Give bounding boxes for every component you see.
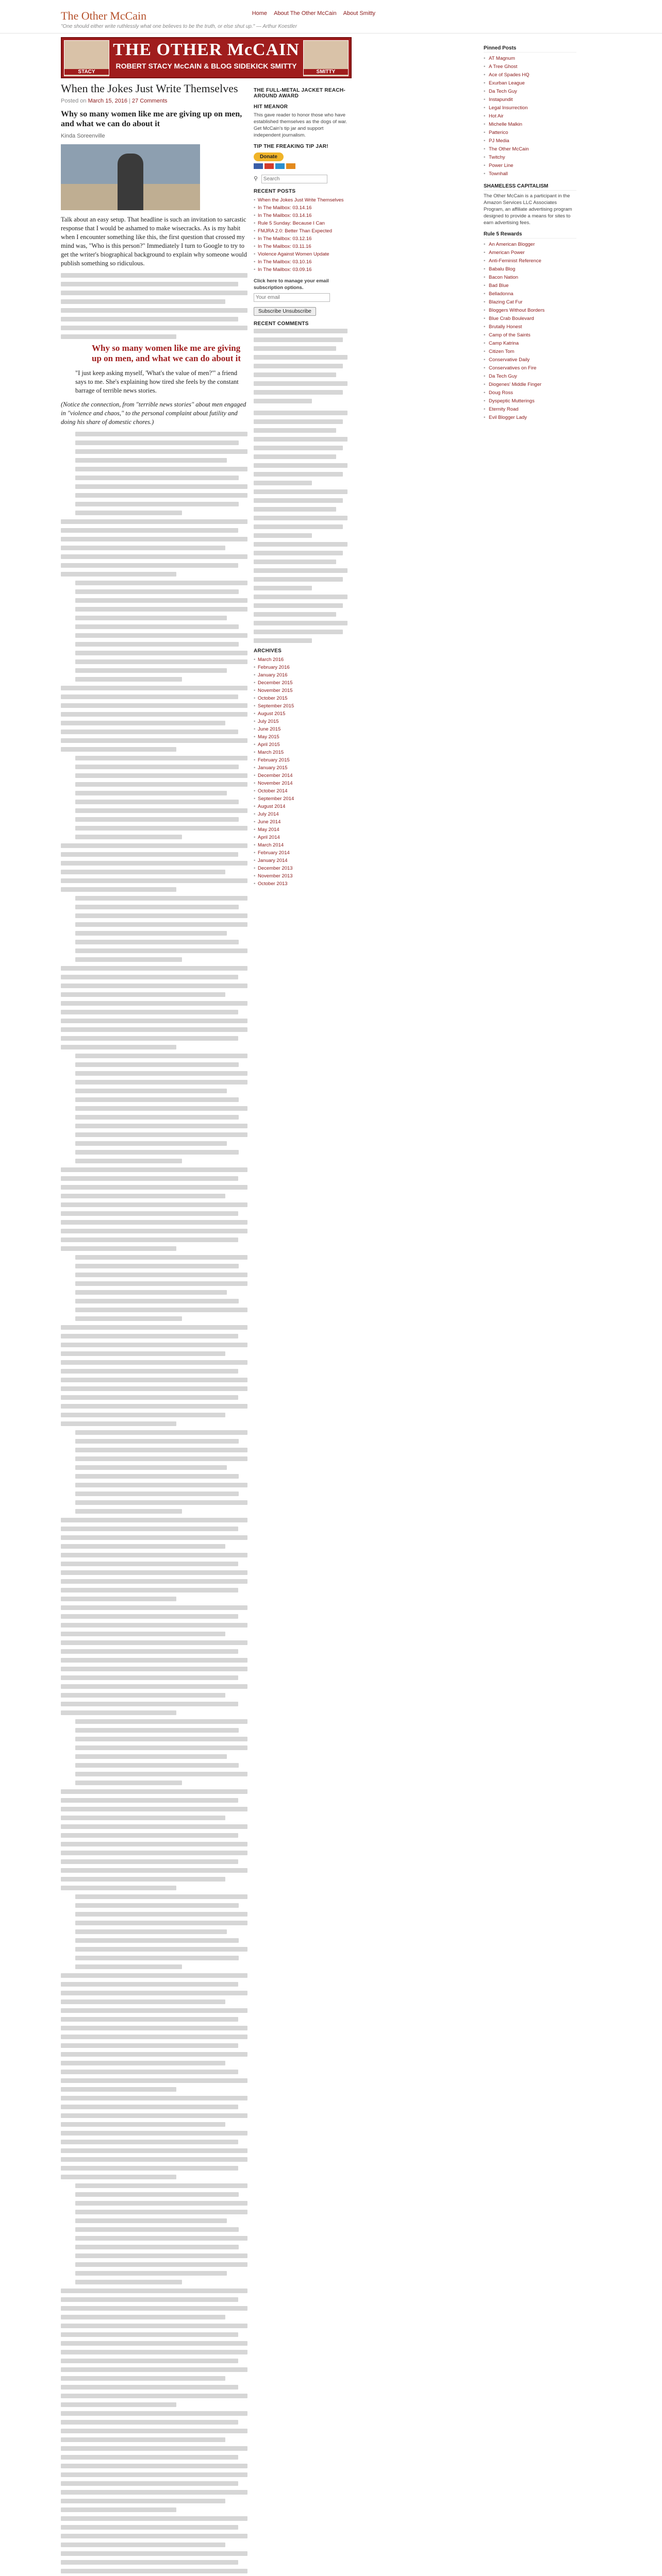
banner-title: THE OTHER McCAIN <box>113 40 300 59</box>
recent-post-link[interactable]: • In The Mailbox: 03.09.16 <box>254 266 347 274</box>
blogroll-link[interactable]: • Anti-Feminist Reference <box>484 257 576 265</box>
friend-link[interactable]: • Townhall <box>484 170 576 178</box>
tip-heading: TIP THE FREAKING TIP JAR! <box>254 144 328 149</box>
friend-link[interactable]: • Da Tech Guy <box>484 88 576 96</box>
right-sidebar <box>484 40 576 422</box>
post-date[interactable]: March 15, 2016 <box>88 98 128 104</box>
archive-link[interactable]: • July 2014 <box>254 810 347 818</box>
blogroll-link[interactable]: • Conservatives on Fire <box>484 364 576 372</box>
blogroll-link[interactable]: • Citizen Tom <box>484 348 576 356</box>
archive-link[interactable]: • December 2015 <box>254 679 347 687</box>
archive-link[interactable]: • February 2015 <box>254 756 347 764</box>
friend-link[interactable]: • Instapundit <box>484 96 576 104</box>
main-article <box>61 82 247 2576</box>
blogroll-link[interactable]: • Doug Ross <box>484 389 576 397</box>
blogroll-link[interactable]: • Blazing Cat Fur <box>484 298 576 307</box>
blogroll-link[interactable]: • Dyspeptic Mutterings <box>484 397 576 405</box>
blogroll-link[interactable]: • Brutally Honest <box>484 323 576 331</box>
middle-sidebar <box>254 82 347 888</box>
payment-card-icons <box>254 163 347 171</box>
article-body-block-e <box>61 1605 247 1969</box>
top-nav <box>247 10 375 16</box>
recent-posts-heading: RECENT POSTS <box>254 189 296 194</box>
paragraph-1: Talk about an easy setup. That headline is such an invitation to sarcastic response that I would be ashamed to make wisecracks. As is my habit when I encounter something like this, the first question that crossed my mind was, "Who is this person?" Immediately I turn to Google to try to get the writer's biographical background to explain why someone would publish something so ridiculous. <box>61 216 247 267</box>
recent-post-link[interactable]: • In The Mailbox: 03.10.16 <box>254 258 347 266</box>
recent-post-link[interactable]: • In The Mailbox: 03.12.16 <box>254 235 347 243</box>
archive-link[interactable]: • September 2014 <box>254 795 347 803</box>
comments-link[interactable]: 27 Comments <box>132 98 168 104</box>
search-input[interactable] <box>261 175 327 183</box>
stacy-photo <box>64 40 109 76</box>
smitty-label: SMITTY <box>304 69 348 75</box>
blogroll-link[interactable]: • Evil Blogger Lady <box>484 414 576 422</box>
blogroll-link[interactable]: • Bacon Nation <box>484 274 576 282</box>
capitalism-heading: SHAMELESS CAPITALISM <box>484 183 576 191</box>
blockquote-1: "I just keep asking myself, 'What's the value of men?'" a friend says to me. She's explaining how tired she feels by the constant barrage of terrible news stories. <box>75 369 239 394</box>
blogroll-link[interactable]: • Camp Katrina <box>484 340 576 348</box>
friend-link[interactable]: • A Tree Ghost <box>484 63 576 71</box>
blogroll-list <box>484 241 576 422</box>
archive-link[interactable]: • March 2014 <box>254 841 347 849</box>
article-body-block-a <box>61 432 247 682</box>
pullquote-headline: Why so many women like me are giving up on men, and what we can do about it <box>92 343 241 363</box>
blogroll-link[interactable]: • American Power <box>484 249 576 257</box>
stacy-label: STACY <box>64 69 109 75</box>
search-row <box>254 175 347 183</box>
archive-link[interactable]: • December 2014 <box>254 772 347 779</box>
friend-link[interactable]: • Ace of Spades HQ <box>484 71 576 79</box>
capitalism-text: The Other McCain is a participant in the Amazon Services LLC Associates Program, an affiliate advertising program designed to provide a means for sites to earn advertising fees. <box>484 193 572 226</box>
blogroll-link[interactable]: • Eternity Road <box>484 405 576 414</box>
blogroll-link[interactable]: • Blue Crab Boulevard <box>484 315 576 323</box>
friend-link[interactable]: • Michelle Malkin <box>484 121 576 129</box>
article-body-block-c <box>61 966 247 1251</box>
recent-post-link[interactable]: • In The Mailbox: 03.11.16 <box>254 243 347 250</box>
blogroll-link[interactable]: • Bad Blue <box>484 282 576 290</box>
recent-post-link[interactable]: • Violence Against Women Update <box>254 250 347 258</box>
recent-posts-list <box>254 196 347 274</box>
archive-link[interactable]: • September 2015 <box>254 702 347 710</box>
recent-post-link[interactable]: • FMJRA 2.0: Better Than Expected <box>254 227 347 235</box>
archive-link[interactable]: • January 2015 <box>254 764 347 772</box>
archive-link[interactable]: • May 2014 <box>254 826 347 834</box>
archive-link[interactable]: • July 2015 <box>254 718 347 725</box>
archive-link[interactable]: • August 2015 <box>254 710 347 718</box>
archive-link[interactable]: • October 2014 <box>254 787 347 795</box>
blogroll-link[interactable]: • Belladonna <box>484 290 576 298</box>
meta-prefix: Posted on <box>61 98 87 104</box>
friend-link[interactable]: • Exurban League <box>484 79 576 88</box>
article-headline: Why so many women like me are giving up on men, and what we can do about it <box>61 110 242 128</box>
article-image <box>61 144 200 210</box>
post-title[interactable]: When the Jokes Just Write Themselves <box>61 82 238 95</box>
archives-heading: ARCHIVES <box>254 648 282 654</box>
archives-list <box>254 656 347 888</box>
donate-box <box>254 152 347 171</box>
search-icon: ⚲ <box>254 176 258 182</box>
friend-link[interactable]: • Power Line <box>484 162 576 170</box>
recent-post-link[interactable]: • When the Jokes Just Write Themselves <box>254 196 347 204</box>
archive-link[interactable]: • October 2013 <box>254 880 347 888</box>
friends-heading: Pinned Posts <box>484 45 576 53</box>
header-banner[interactable] <box>61 37 352 78</box>
promo-heading: THE FULL-METAL JACKET REACH-AROUND AWARD <box>254 88 346 99</box>
archive-link[interactable]: • December 2013 <box>254 865 347 872</box>
friend-link[interactable]: • The Other McCain <box>484 145 576 154</box>
paragraph-2: (Notice the connection, from "terrible news stories" about men engaged in "violence and chaos," to the personal complaint about futility and doing his share of domestic chores.) <box>61 401 246 426</box>
friend-link[interactable]: • PJ Media <box>484 137 576 145</box>
nav-home[interactable]: Home <box>252 10 268 16</box>
blogroll-link[interactable]: • Camp of the Saints <box>484 331 576 340</box>
archive-link[interactable]: • February 2016 <box>254 664 347 671</box>
smitty-photo <box>303 40 349 76</box>
article-body-block-f <box>61 1973 247 2284</box>
recent-post-link[interactable]: • In The Mailbox: 03.14.16 <box>254 212 347 219</box>
blogroll-link[interactable]: • Da Tech Guy <box>484 372 576 381</box>
recent-post-link[interactable]: • Rule 5 Sunday: Because I Can <box>254 219 347 227</box>
archive-link[interactable]: • May 2015 <box>254 733 347 741</box>
blogroll-link[interactable]: • An American Blogger <box>484 241 576 249</box>
recent-comments-block <box>254 329 347 403</box>
archive-link[interactable]: • January 2016 <box>254 671 347 679</box>
sidebar-donate-button[interactable]: Donate <box>254 152 284 161</box>
hit-heading: HIT MEANOR <box>254 104 288 110</box>
blogroll-link[interactable]: • Diogenes' Middle Finger <box>484 381 576 389</box>
friend-link[interactable]: • AT Magnum <box>484 55 576 63</box>
archive-link[interactable]: • June 2015 <box>254 725 347 733</box>
friend-link[interactable]: • Patterico <box>484 129 576 137</box>
article-body-block-g <box>61 2289 247 2576</box>
widgets-block <box>254 411 347 643</box>
blogroll-link[interactable]: • Babalu Blog <box>484 265 576 274</box>
post-meta: Posted on March 15, 2016 | 27 Comments <box>61 98 168 104</box>
email-heading[interactable]: Click here to manage your email subscription options. <box>254 278 329 291</box>
nav-about-smitty[interactable]: About Smitty <box>343 10 375 16</box>
blogroll-link[interactable]: • Bloggers Without Borders <box>484 307 576 315</box>
archive-link[interactable]: • March 2016 <box>254 656 347 664</box>
blogroll-link[interactable]: • Conservative Daily <box>484 356 576 364</box>
text-block <box>61 273 247 339</box>
recent-comments-heading: RECENT COMMENTS <box>254 321 309 327</box>
friend-link[interactable]: • Twitchy <box>484 154 576 162</box>
blogroll-heading: Rule 5 Rewards <box>484 231 576 239</box>
article-body-block-b <box>61 686 247 962</box>
archive-link[interactable]: • January 2014 <box>254 857 347 865</box>
archive-link[interactable]: • November 2013 <box>254 872 347 880</box>
hit-text: This gave reader to honor those who have established themselves as the dogs of war. Get McCain's tip jar and support independent journalism. <box>254 112 347 138</box>
article-body-block-d <box>61 1255 247 1601</box>
friends-list <box>484 55 576 178</box>
archive-link[interactable]: • February 2014 <box>254 849 347 857</box>
banner-subtitle: ROBERT STACY McCAIN & BLOG SIDEKICK SMITTY <box>115 62 297 70</box>
archive-link[interactable]: • November 2014 <box>254 779 347 787</box>
archive-link[interactable]: • June 2014 <box>254 818 347 826</box>
image-figure <box>118 154 143 210</box>
archive-link[interactable]: • April 2014 <box>254 834 347 841</box>
subscribe-row <box>254 307 347 316</box>
archive-link[interactable]: • August 2014 <box>254 803 347 810</box>
archive-link[interactable]: • March 2015 <box>254 749 347 756</box>
archive-link[interactable]: • November 2015 <box>254 687 347 694</box>
email-input[interactable] <box>254 293 330 302</box>
subscribe-button[interactable]: Subscribe Unsubscribe <box>254 307 316 316</box>
nav-about[interactable]: About The Other McCain <box>274 10 337 16</box>
recent-post-link[interactable]: • In The Mailbox: 03.14.16 <box>254 204 347 212</box>
site-title[interactable]: The Other McCain <box>61 9 147 22</box>
friend-link[interactable]: • Legal Insurrection <box>484 104 576 112</box>
archive-link[interactable]: • October 2015 <box>254 694 347 702</box>
archive-link[interactable]: • April 2015 <box>254 741 347 749</box>
tagline: "One should either write ruthlessly what one believes to be the truth, or else shut up." — Arthur Koestler <box>61 24 297 29</box>
friend-link[interactable]: • Hot Air <box>484 112 576 121</box>
article-byline: Kinda Soreenville <box>61 133 105 139</box>
top-bar <box>0 0 662 33</box>
